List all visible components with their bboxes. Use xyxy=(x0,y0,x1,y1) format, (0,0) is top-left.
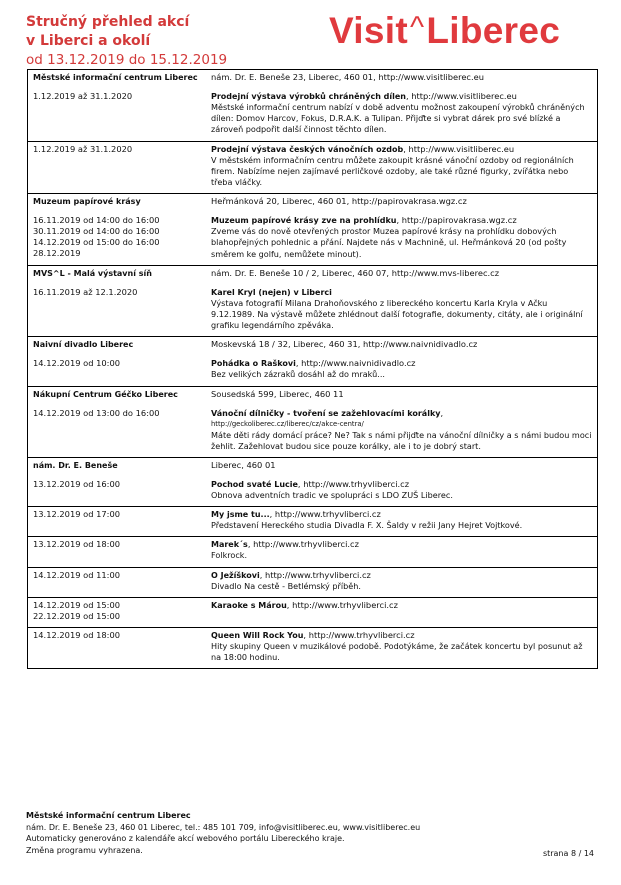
footer-generated-note: Automaticky generováno z kalendáře akcí webového portálu Libereckého kraje. xyxy=(26,834,345,844)
event-block xyxy=(28,193,597,265)
event-left-column xyxy=(28,598,211,627)
visit-liberec-logo xyxy=(329,10,560,55)
venue-name: Muzeum papírové krásy xyxy=(33,197,141,207)
event-block xyxy=(28,536,597,566)
event-block xyxy=(28,70,597,141)
event-title: Pohádka o Raškovi xyxy=(211,359,296,369)
event-description: Městské informační centrum nabízí v době adventu možnost zakoupení výrobků chráněných dílen: Domov Harcov, Fokus, D.R.A.K. a Tulipan. Přijďte si vybrat dárek pro své blízké a zároveň podpořit další činnost těchto dílen. xyxy=(211,102,585,135)
event-right-column xyxy=(211,507,597,536)
event-left-column xyxy=(28,537,211,566)
event-block xyxy=(28,457,597,506)
date-range: od 13.12.2019 do 15.12.2019 xyxy=(26,52,228,68)
document-title xyxy=(26,13,227,70)
event-date: 1.12.2019 až 31.1.2020 xyxy=(33,143,133,154)
event-heading xyxy=(211,539,592,550)
event-block xyxy=(28,627,597,668)
venue-address: Liberec, 460 01 xyxy=(211,460,276,471)
event-description: Výstava fotografií Milana Drahoňovského z libereckého koncertu Karla Kryla v Ačku 9.12.1989. Na výstavě můžete zhlédnout další fotografie, dokumenty, citáty, ale i originální grafiku legendárního zpěváka. xyxy=(211,297,583,331)
event-block xyxy=(28,386,597,457)
event-right-column xyxy=(211,387,597,457)
event-right-column xyxy=(211,70,597,141)
event-description: Folkrock. xyxy=(211,550,248,561)
event-left-column xyxy=(28,568,211,597)
event-left-column xyxy=(28,337,211,385)
venue-name: Nákupní Centrum Géčko Liberec xyxy=(33,389,178,399)
event-title: Karaoke s Márou xyxy=(211,600,287,610)
event-left-column xyxy=(28,387,211,457)
event-url[interactable]: , http://www.trhyvliberci.cz xyxy=(247,539,359,550)
event-right-column xyxy=(211,458,597,506)
event-left-column xyxy=(28,70,211,141)
event-block xyxy=(28,597,597,627)
event-right-column xyxy=(211,628,597,668)
event-date: 1.12.2019 až 31.1.2020 xyxy=(33,91,133,101)
event-url[interactable]: , http://www.trhyvliberci.cz xyxy=(286,599,398,610)
event-title: Prodejní výstava výrobků chráněných dílen xyxy=(211,92,406,101)
event-title: Vánoční dílničky - tvoření se zažehlovacími korálky xyxy=(211,408,441,418)
logo-word-liberec: Liberec xyxy=(426,10,561,51)
venue-address: Moskevská 18 / 32, Liberec, 460 31, http://www.naivnidivadlo.cz xyxy=(211,339,478,350)
event-date: 13.12.2019 od 17:00 xyxy=(33,509,121,520)
event-date: 14.12.2019 od 10:00 xyxy=(33,358,121,369)
logo-word-visit: Visit xyxy=(329,10,408,51)
logo-caret: ^ xyxy=(409,11,425,44)
event-title: O Ježíškovi xyxy=(211,570,260,580)
event-block xyxy=(28,141,597,194)
event-left-column xyxy=(28,458,211,506)
event-right-column xyxy=(211,194,597,265)
event-date: 14.12.2019 od 18:00 xyxy=(33,629,121,640)
events-table xyxy=(27,69,598,669)
event-url[interactable]: , http://www.trhyvliberci.cz xyxy=(297,479,410,490)
venue-address: nám. Dr. E. Beneše 10 / 2, Liberec, 460 07, http://www.mvs-liberec.cz xyxy=(211,267,500,278)
event-description: V městském informačním centru můžete zakoupit krásné vánoční ozdoby od regionálních firem. Nabízíme nejen zajímavé perličkové ozdoby, ale také různé figurky, zvířátka nebo třeba vláčky. xyxy=(211,154,574,188)
venue-name: Naivní divadlo Liberec xyxy=(33,340,134,350)
event-block xyxy=(28,265,597,337)
event-url[interactable]: , http://papirovakrasa.wgz.cz xyxy=(396,215,517,226)
event-date: 14.12.2019 od 11:00 xyxy=(33,569,121,580)
event-right-column xyxy=(211,537,597,566)
event-url[interactable]: , xyxy=(440,407,444,418)
venue-name: MVS^L - Malá výstavní síň xyxy=(33,268,152,278)
event-heading xyxy=(211,358,592,369)
title-line-2: v Liberci a okolí xyxy=(26,33,151,49)
event-block xyxy=(28,567,597,597)
event-right-column xyxy=(211,142,597,194)
event-date: 16.11.2019 od 14:00 do 16:00 30.11.2019 od 14:00 do 16:00 14.12.2019 od 15:00 do 16:00 28.12.2019 xyxy=(33,215,160,259)
event-url[interactable]: , http://www.visitliberec.eu xyxy=(403,143,515,154)
event-description: Zveme vás do nově otevřených prostor Muzea papírové krásy na prohlídku dobových blahopřejných pohlednic a přání. Najdete nás v Machnině, ul. Heřmánková 20 (od pošty směrem ke golfu, nemůžete minout). xyxy=(211,226,567,259)
event-title: Queen Will Rock You xyxy=(211,630,304,640)
event-description: Divadlo Na cestě - Betlémský příběh. xyxy=(211,580,361,591)
event-block xyxy=(28,336,597,385)
title-line-1: Stručný přehled akcí xyxy=(26,14,190,30)
footer xyxy=(26,810,598,856)
event-left-column xyxy=(28,266,211,337)
event-url[interactable]: , http://www.trhyvliberci.cz xyxy=(269,509,381,520)
event-date: 16.11.2019 až 12.1.2020 xyxy=(33,286,138,297)
venue-address: nám. Dr. E. Beneše 23, Liberec, 460 01, http://www.visitliberec.eu xyxy=(211,72,484,82)
venue-address: Sousedská 599, Liberec, 460 11 xyxy=(211,388,344,399)
event-title: My jsme tu... xyxy=(211,510,270,520)
event-left-column xyxy=(28,142,211,194)
footer-changes-note: Změna programu vyhrazena. xyxy=(26,845,143,855)
event-heading xyxy=(211,287,592,298)
event-right-column xyxy=(211,598,597,627)
venue-name: Městské informační centrum Liberec xyxy=(33,73,198,82)
event-heading xyxy=(211,570,592,581)
event-url[interactable]: , http://www.visitliberec.eu xyxy=(406,91,517,101)
event-title: Prodejní výstava českých vánočních ozdob xyxy=(211,144,404,154)
event-title: Muzeum papírové krásy zve na prohlídku xyxy=(211,216,397,226)
page-number: strana 8 / 14 xyxy=(542,849,594,858)
event-date: 13.12.2019 od 18:00 xyxy=(33,539,121,550)
event-url[interactable]: , http://www.trhyvliberci.cz xyxy=(259,569,371,580)
event-heading xyxy=(211,408,592,430)
event-description: Máte děti rády domácí práce? Ne? Tak s námi přijďte na vánoční dílničky a s námi budou moci žehlit. Zažehlovat budou sice pouze korálky, ale i to je dobrý start. xyxy=(211,429,592,451)
event-description: Bez velikých zázraků dosáhl až do mraků... xyxy=(211,369,385,380)
event-heading xyxy=(211,600,592,611)
event-title: Marek´s xyxy=(211,540,248,550)
event-date: 14.12.2019 od 15:00 22.12.2019 od 15:00 xyxy=(33,599,121,621)
event-right-column xyxy=(211,266,597,337)
event-right-column xyxy=(211,337,597,385)
footer-venue: Městské informační centrum Liberec xyxy=(26,811,191,820)
event-date: 14.12.2019 od 13:00 do 16:00 xyxy=(33,407,160,418)
footer-contact: nám. Dr. E. Beneše 23, 460 01 Liberec, tel.: 485 101 709, info@visitliberec.eu, www.visitliberec.eu xyxy=(26,822,421,832)
event-url[interactable]: , http://www.trhyvliberci.cz xyxy=(303,629,415,640)
event-url[interactable]: , http://www.naivnidivadlo.cz xyxy=(295,358,416,369)
venue-name: nám. Dr. E. Beneše xyxy=(33,461,118,471)
event-date: 13.12.2019 od 16:00 xyxy=(33,479,121,490)
event-left-column xyxy=(28,628,211,668)
event-description: Hity skupiny Queen v muzikálové podobě. Podotýkáme, že začátek koncertu byl posunut až na 18:00 hodinu. xyxy=(211,640,583,663)
event-description: Obnova adventních tradic ve spolupráci s LDO ZUŠ Liberec. xyxy=(211,490,453,501)
event-heading xyxy=(211,509,592,520)
event-title: Karel Kryl (nejen) v Liberci xyxy=(211,287,332,297)
event-left-column xyxy=(28,194,211,265)
event-block xyxy=(28,506,597,536)
event-description: Představení Hereckého studia Divadla F. X. Šaldy v režii Jany Hejret Vojtkové. xyxy=(211,520,523,531)
event-heading xyxy=(211,215,592,226)
event-heading xyxy=(211,144,592,155)
event-heading xyxy=(211,91,592,102)
event-heading xyxy=(211,630,592,641)
event-heading xyxy=(211,479,592,490)
event-left-column xyxy=(28,507,211,536)
event-url-long[interactable]: http://geckoliberec.cz/liberec/cz/akce-centra/ xyxy=(211,419,364,428)
event-right-column xyxy=(211,568,597,597)
event-title: Pochod svaté Lucie xyxy=(211,480,298,490)
venue-address: Heřmánková 20, Liberec, 460 01, http://papirovakrasa.wgz.cz xyxy=(211,196,467,207)
